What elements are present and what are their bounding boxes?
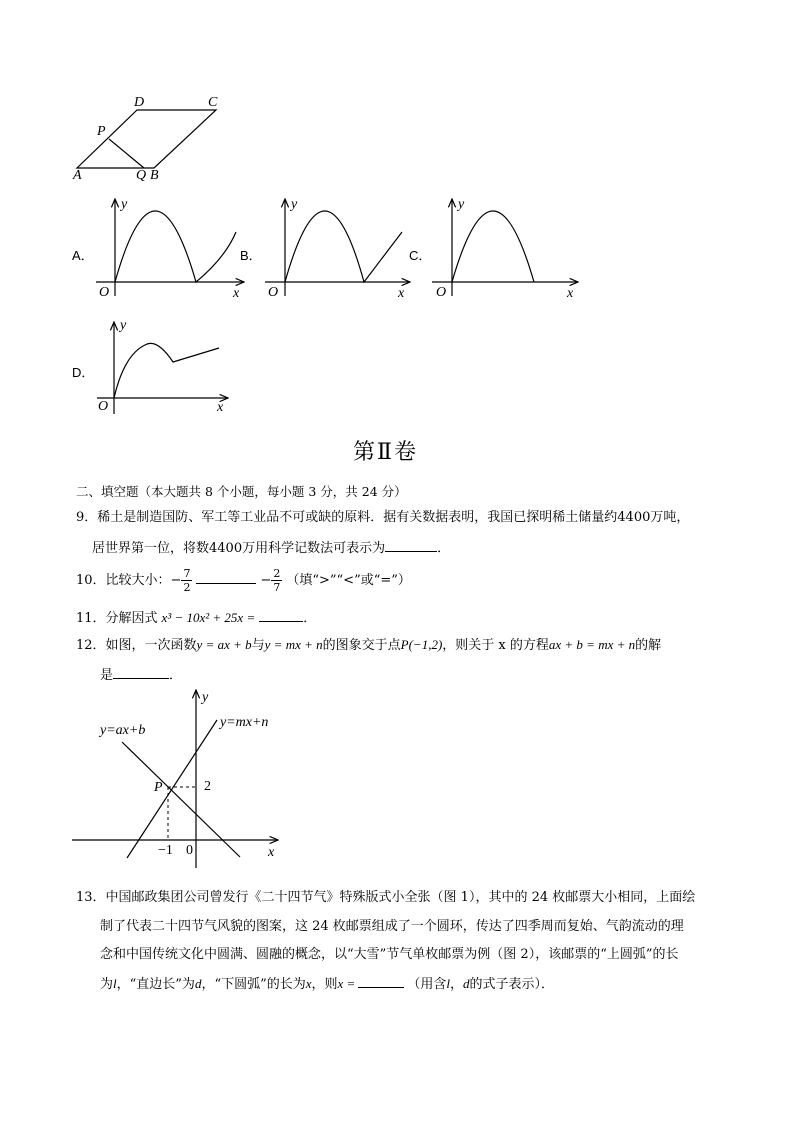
q12-prefix: 12．如图，一次函数 xyxy=(76,638,197,653)
q13-var-d-2: d xyxy=(462,976,470,991)
q12-point: P(−1,2) xyxy=(400,637,443,652)
q10-frac2-num: 2 xyxy=(273,567,281,580)
label-a: A xyxy=(73,168,82,183)
q13-l4d: ，则 xyxy=(311,977,338,992)
q10-suffix: （填“>”“<”或“=”） xyxy=(286,573,411,588)
q13-var-d: d xyxy=(194,976,202,991)
q12-line2-end: ． xyxy=(169,668,183,683)
q9-line2-end: ． xyxy=(437,541,451,556)
q13-line4 xyxy=(100,973,554,995)
q13-l4e: x = xyxy=(337,976,356,991)
option-b-y: y xyxy=(291,197,298,212)
option-c-y: y xyxy=(458,197,465,212)
q9-line2-text: 居世界第一位，将数4400万用科学记数法可表示为 xyxy=(92,541,386,556)
q12-label-p: P xyxy=(154,780,163,795)
q12-label-origin: 0 xyxy=(186,843,193,858)
q10-frac2-den: 7 xyxy=(273,581,281,594)
q12-mid3: ，则关于 x 的方程 xyxy=(442,638,549,653)
option-d-letter: D． xyxy=(72,365,95,380)
q12-mid1: 与 xyxy=(251,638,265,653)
q13-l4b: ，“直边长”为 xyxy=(116,977,195,992)
q13-l4c: ，“下圆弧”的长为 xyxy=(201,977,306,992)
q12-label-y: y xyxy=(202,690,209,705)
option-d-origin: O xyxy=(98,399,109,414)
q9-line1: 9．稀土是制造国防、军工等工业品不可或缺的原料．据有关数据表明，我国已探明稀土储量约4400万吨， xyxy=(76,510,690,525)
option-b-origin: O xyxy=(268,285,279,300)
q12-line2-text: 是 xyxy=(100,668,114,683)
q13-var-x: x xyxy=(305,976,312,991)
q10-prefix: 10．比较大小：− xyxy=(76,573,182,588)
q12-eq2: y = mx + n xyxy=(264,637,323,652)
option-d-x: x xyxy=(217,400,224,415)
q13-l4h: 的式子表示）． xyxy=(469,977,554,992)
option-c-letter: C． xyxy=(409,248,432,263)
q13-line3: 念和中国传统文化中圆满、圆融的概念，以“大雪”节气单枚邮票为例（图 2），该邮票的“上圆弧”的长 xyxy=(100,947,679,962)
q10-frac1-den: 2 xyxy=(183,581,191,594)
option-c-x: x xyxy=(567,286,574,301)
q13-var-l: l xyxy=(113,976,117,991)
q13-l4g: ， xyxy=(449,977,463,992)
q12-label-x: x xyxy=(268,845,275,860)
q12-mid4: 的解 xyxy=(635,638,662,653)
label-q: Q xyxy=(136,168,147,183)
q13-line2: 制了代表二十四节气风貌的图案，这 24 枚邮票组成了一个圆环，传达了四季周而复始、气韵流动的理 xyxy=(100,919,684,934)
q11-suffix: ． xyxy=(303,611,317,626)
option-a-letter: A． xyxy=(72,248,94,263)
option-a-y: y xyxy=(121,197,128,212)
label-d: D xyxy=(134,95,145,110)
option-c-origin: O xyxy=(436,285,447,300)
q10-frac1-num: 7 xyxy=(183,567,191,580)
q12-label-axb: y=ax+b xyxy=(100,723,146,738)
q13-answer-blank[interactable] xyxy=(358,973,404,988)
q12-eq3: ax + b = mx + n xyxy=(548,637,636,652)
label-b: B xyxy=(150,168,159,183)
q12-label-2: 2 xyxy=(204,779,211,794)
q12-label-mxn: y=mx+n xyxy=(220,715,269,730)
q10-mid: − xyxy=(260,573,272,588)
option-b-x: x xyxy=(398,286,405,301)
q12-eq1: y = ax + b xyxy=(196,637,252,652)
label-c: C xyxy=(208,95,218,110)
section-title: 第Ⅱ卷 xyxy=(353,440,418,465)
q12-label-neg1: −1 xyxy=(158,843,173,858)
q13-var-l-2: l xyxy=(446,976,450,991)
q11-prefix: 11．分解因式 xyxy=(76,611,158,626)
option-b-letter: B． xyxy=(240,248,262,263)
q13-line1: 13．中国邮政集团公司曾发行《二十四节气》特殊版式小全张（图 1），其中的 24 枚邮票大小相同，上面绘 xyxy=(76,890,696,905)
q11-expr: x³ − 10x² + 25x = xyxy=(161,610,256,625)
option-d-y: y xyxy=(120,318,127,333)
q13-l4f: （用含 xyxy=(407,977,447,992)
option-a-x: x xyxy=(233,286,240,301)
q13-l4a: 为 xyxy=(100,977,114,992)
section-header: 二、填空题（本大题共 8 个小题，每小题 3 分，共 24 分） xyxy=(76,484,407,499)
q12-mid2: 的图象交于点 xyxy=(322,638,401,653)
option-a-origin: O xyxy=(99,285,110,300)
label-p: P xyxy=(97,124,106,139)
